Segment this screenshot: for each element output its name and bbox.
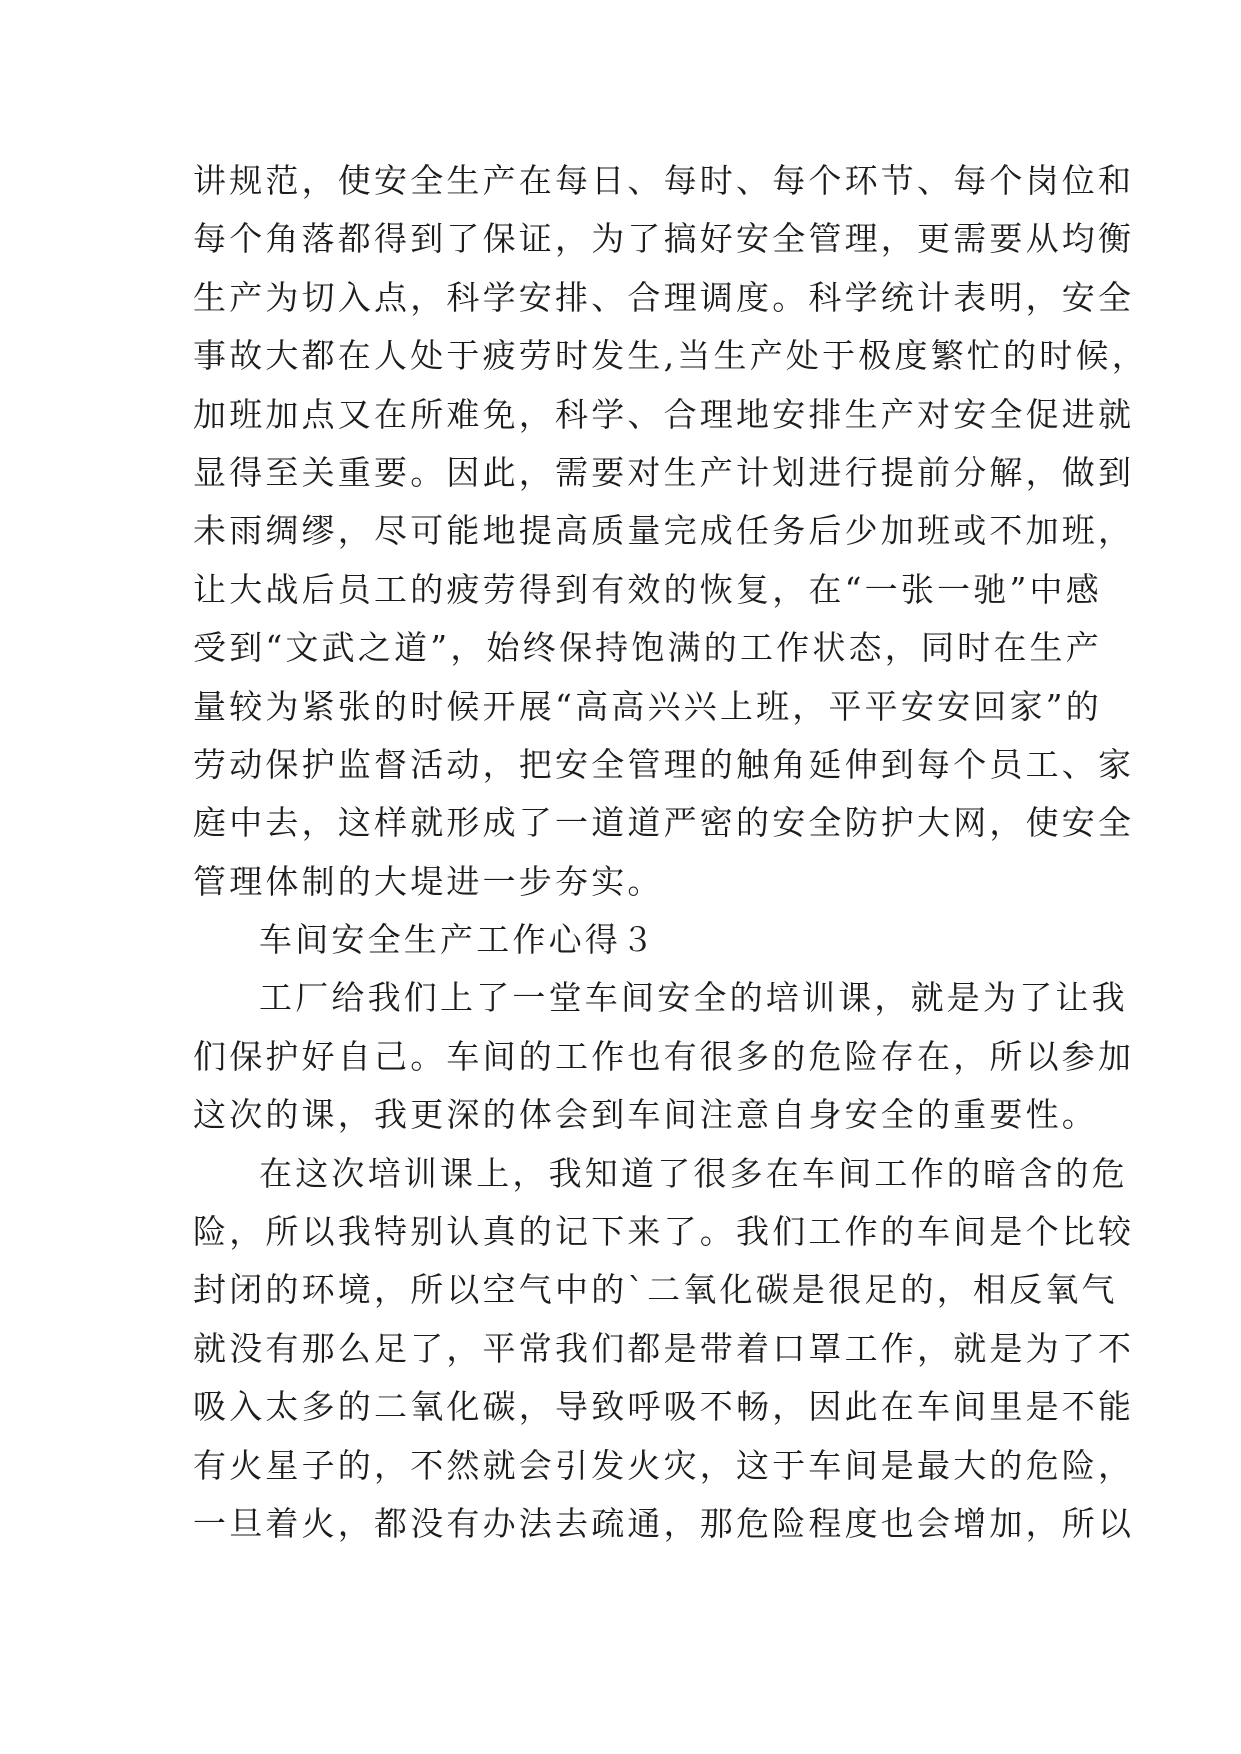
text-line: 讲规范，使安全生产在每日、每时、每个环节、每个岗位和 — [193, 161, 1135, 200]
text-line: 受到“文武之道”，始终保持饱满的工作状态，同时在生产 — [193, 628, 1102, 668]
text-line: 劳动保护监督活动，把安全管理的触角延伸到每个员工、家 — [193, 744, 1135, 784]
text-line: 量较为紧张的时候开展“高高兴兴上班，平平安安回家”的 — [193, 686, 1102, 726]
text-line: 封闭的环境，所以空气中的`二氧化碳是很足的，相反氧气 — [193, 1270, 1118, 1310]
text-line: 在这次培训课上，我知道了很多在车间工作的暗含的危 — [259, 1153, 1128, 1193]
text-line: 生产为切入点，科学安排、合理调度。科学统计表明，安全 — [193, 277, 1135, 317]
text-line: 显得至关重要。因此，需要对生产计划进行提前分解，做到 — [193, 452, 1135, 492]
text-line: 吸入太多的二氧化碳，导致呼吸不畅，因此在车间里是不能 — [193, 1387, 1135, 1427]
text-line: 车间安全生产工作心得３ — [259, 920, 658, 960]
document-body — [193, 152, 1148, 1553]
text-line: 未雨绸缪，尽可能地提高质量完成任务后少加班或不加班， — [193, 511, 1135, 551]
text-line: 每个角落都得到了保证，为了搞好安全管理，更需要从均衡 — [193, 219, 1135, 259]
text-line: 加班加点又在所难免，科学、合理地安排生产对安全促进就 — [193, 394, 1135, 434]
text-line: 一旦着火，都没有办法去疏通，那危险程度也会增加，所以 — [193, 1503, 1135, 1543]
text-line: 庭中去，这样就形成了一道道严密的安全防护大网，使安全 — [193, 803, 1135, 843]
text-line: 有火星子的，不然就会引发火灾，这于车间是最大的危险， — [193, 1445, 1135, 1485]
text-line: 险，所以我特别认真的记下来了。我们工作的车间是个比较 — [193, 1212, 1135, 1252]
text-line: 让大战后员工的疲劳得到有效的恢复，在“一张一驰”中感 — [193, 569, 1102, 609]
text-line: 这次的课，我更深的体会到车间注意自身安全的重要性。 — [193, 1095, 1098, 1135]
text-line: 事故大都在人处于疲劳时发生,当生产处于极度繁忙的时候， — [193, 336, 1148, 376]
text-line: 工厂给我们上了一堂车间安全的培训课，就是为了让我 — [259, 978, 1128, 1018]
text-line: 管理体制的大堤进一步夯实。 — [193, 861, 664, 901]
text-line: 们保护好自己。车间的工作也有很多的危险存在，所以参加 — [193, 1036, 1135, 1076]
text-line: 就没有那么足了，平常我们都是带着口罩工作，就是为了不 — [193, 1328, 1135, 1368]
